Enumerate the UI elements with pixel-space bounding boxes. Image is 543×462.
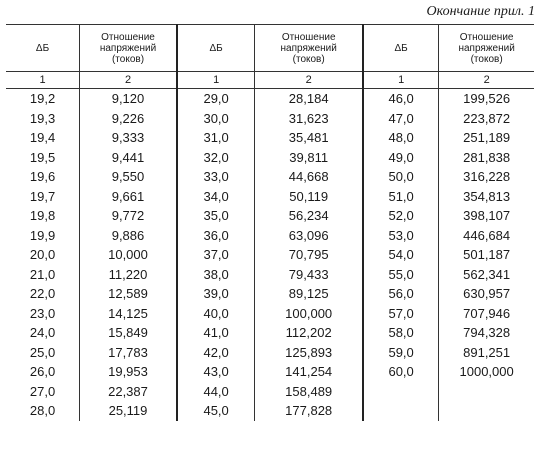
db-value: 27,0 xyxy=(29,383,56,399)
ratio-value: 398,107 xyxy=(439,206,534,226)
header-ratio-line1: Отношение xyxy=(101,31,155,43)
table-row xyxy=(6,89,534,109)
column-number: 1 xyxy=(363,72,439,89)
db-value: 54,0 xyxy=(363,245,439,265)
db-value: 58,0 xyxy=(363,323,439,343)
ratio-value: 31,623 xyxy=(255,109,363,129)
db-value: 43,0 xyxy=(177,362,255,382)
db-value: 19,8 xyxy=(29,208,56,224)
ratio-value: 50,119 xyxy=(255,187,363,207)
ratio-value: 63,096 xyxy=(255,226,363,246)
ratio-value: 281,838 xyxy=(439,148,534,168)
table-row xyxy=(6,148,534,168)
ratio-value: 89,125 xyxy=(255,284,363,304)
header-ratio-line2: напряжений xyxy=(280,42,337,54)
db-value: 20,0 xyxy=(29,247,56,263)
db-value: 46,0 xyxy=(363,89,439,109)
db-value: 40,0 xyxy=(177,304,255,324)
ratio-value: 141,254 xyxy=(255,362,363,382)
db-value: 50,0 xyxy=(363,167,439,187)
ratio-value: 158,489 xyxy=(255,382,363,402)
table-row xyxy=(6,226,534,246)
db-value: 51,0 xyxy=(363,187,439,207)
ratio-value: 35,481 xyxy=(255,128,363,148)
db-value: 19,4 xyxy=(29,130,56,146)
ratio-value: 12,589 xyxy=(80,284,177,304)
db-value: 55,0 xyxy=(363,265,439,285)
db-value: 57,0 xyxy=(363,304,439,324)
ratio-value: 630,957 xyxy=(439,284,534,304)
db-value: 59,0 xyxy=(363,343,439,363)
ratio-value: 25,119 xyxy=(80,401,177,421)
db-value: 34,0 xyxy=(177,187,255,207)
table-row xyxy=(6,206,534,226)
table-row xyxy=(6,382,534,402)
db-value: 26,0 xyxy=(29,364,56,380)
table-row xyxy=(6,128,534,148)
db-value: 19,3 xyxy=(29,110,56,126)
header-row xyxy=(6,25,534,72)
header-ratio-line2: напряжений xyxy=(458,42,515,54)
db-value: 31,0 xyxy=(177,128,255,148)
db-value: 22,0 xyxy=(29,286,56,302)
column-number: 2 xyxy=(80,72,177,89)
ratio-value: 316,228 xyxy=(439,167,534,187)
db-value: 36,0 xyxy=(177,226,255,246)
ratio-value: 19,953 xyxy=(80,362,177,382)
column-number: 2 xyxy=(439,72,534,89)
db-value: 19,7 xyxy=(29,188,56,204)
ratio-value: 223,872 xyxy=(439,109,534,129)
db-value: 24,0 xyxy=(29,325,56,341)
ratio-value: 707,946 xyxy=(439,304,534,324)
ratio-value: 562,341 xyxy=(439,265,534,285)
column-number-row xyxy=(6,72,534,89)
db-value xyxy=(363,382,439,402)
ratio-value: 9,661 xyxy=(80,187,177,207)
db-value: 41,0 xyxy=(177,323,255,343)
header-ratio-line3: (токов) xyxy=(470,53,503,65)
ratio-value: 39,811 xyxy=(255,148,363,168)
header-ratio-line1: Отношение xyxy=(459,31,514,43)
ratio-value: 891,251 xyxy=(439,343,534,363)
ratio-value: 79,433 xyxy=(255,265,363,285)
column-number: 2 xyxy=(255,72,363,89)
ratio-value: 501,187 xyxy=(439,245,534,265)
ratio-value: 9,441 xyxy=(80,148,177,168)
table-row xyxy=(6,343,534,363)
ratio-value: 354,813 xyxy=(439,187,534,207)
ratio-value: 177,828 xyxy=(255,401,363,421)
ratio-value: 14,125 xyxy=(80,304,177,324)
header-ratio xyxy=(439,25,534,72)
header-db: ΔБ xyxy=(363,25,439,72)
ratio-value: 10,000 xyxy=(80,245,177,265)
ratio-value: 199,526 xyxy=(439,89,534,109)
header-ratio xyxy=(255,25,363,72)
db-value: 53,0 xyxy=(363,226,439,246)
header-ratio-line3: (токов) xyxy=(111,53,145,65)
ratio-value: 15,849 xyxy=(80,323,177,343)
ratio-value xyxy=(439,382,534,402)
db-value: 52,0 xyxy=(363,206,439,226)
table-row xyxy=(6,304,534,324)
ratio-value: 22,387 xyxy=(80,382,177,402)
table-row xyxy=(6,362,534,382)
table-row xyxy=(6,401,534,421)
db-value: 19,9 xyxy=(29,227,56,243)
header-db: ΔБ xyxy=(6,25,80,72)
table-caption: Окончание прил. 1 xyxy=(426,4,535,19)
db-value: 60,0 xyxy=(363,362,439,382)
db-value: 23,0 xyxy=(29,305,56,321)
table-body xyxy=(6,89,534,421)
db-value: 33,0 xyxy=(177,167,255,187)
table-row xyxy=(6,284,534,304)
ratio-value: 44,668 xyxy=(255,167,363,187)
ratio-value: 9,120 xyxy=(80,89,177,109)
db-value: 45,0 xyxy=(177,401,255,421)
ratio-value: 446,684 xyxy=(439,226,534,246)
db-value: 47,0 xyxy=(363,109,439,129)
header-ratio xyxy=(80,25,177,72)
table-row xyxy=(6,109,534,129)
column-number: 1 xyxy=(6,72,80,89)
db-value: 29,0 xyxy=(177,89,255,109)
db-value: 56,0 xyxy=(363,284,439,304)
header-db: ΔБ xyxy=(177,25,255,72)
db-value: 19,2 xyxy=(29,91,56,107)
ratio-value: 17,783 xyxy=(80,343,177,363)
ratio-value: 100,000 xyxy=(255,304,363,324)
ratio-value: 1000,000 xyxy=(439,362,534,382)
ratio-value: 70,795 xyxy=(255,245,363,265)
ratio-value: 9,333 xyxy=(80,128,177,148)
db-value: 21,0 xyxy=(29,266,56,282)
db-value: 38,0 xyxy=(177,265,255,285)
db-value: 19,6 xyxy=(29,169,56,185)
table-row xyxy=(6,167,534,187)
db-value: 37,0 xyxy=(177,245,255,265)
header-ratio-line3: (токов) xyxy=(292,53,325,65)
db-value: 19,5 xyxy=(29,149,56,165)
conversion-table xyxy=(6,24,534,421)
column-number: 1 xyxy=(177,72,255,89)
ratio-value: 251,189 xyxy=(439,128,534,148)
ratio-value: 9,772 xyxy=(80,206,177,226)
db-value: 30,0 xyxy=(177,109,255,129)
ratio-value xyxy=(439,401,534,421)
ratio-value: 125,893 xyxy=(255,343,363,363)
db-value: 35,0 xyxy=(177,206,255,226)
header-ratio-line2: напряжений xyxy=(99,42,157,54)
table-row xyxy=(6,245,534,265)
db-value: 44,0 xyxy=(177,382,255,402)
db-value: 49,0 xyxy=(363,148,439,168)
table-row xyxy=(6,323,534,343)
db-value: 42,0 xyxy=(177,343,255,363)
db-value: 48,0 xyxy=(363,128,439,148)
table-row xyxy=(6,187,534,207)
db-value: 25,0 xyxy=(29,344,56,360)
ratio-value: 11,220 xyxy=(80,265,177,285)
db-value xyxy=(363,401,439,421)
ratio-value: 9,226 xyxy=(80,109,177,129)
ratio-value: 794,328 xyxy=(439,323,534,343)
db-value: 39,0 xyxy=(177,284,255,304)
ratio-value: 56,234 xyxy=(255,206,363,226)
ratio-value: 112,202 xyxy=(255,323,363,343)
ratio-value: 9,886 xyxy=(80,226,177,246)
table-row xyxy=(6,265,534,285)
ratio-value: 28,184 xyxy=(255,89,363,109)
ratio-value: 9,550 xyxy=(80,167,177,187)
db-value: 32,0 xyxy=(177,148,255,168)
header-ratio-line1: Отношение xyxy=(281,31,336,43)
db-value: 28,0 xyxy=(29,403,56,419)
